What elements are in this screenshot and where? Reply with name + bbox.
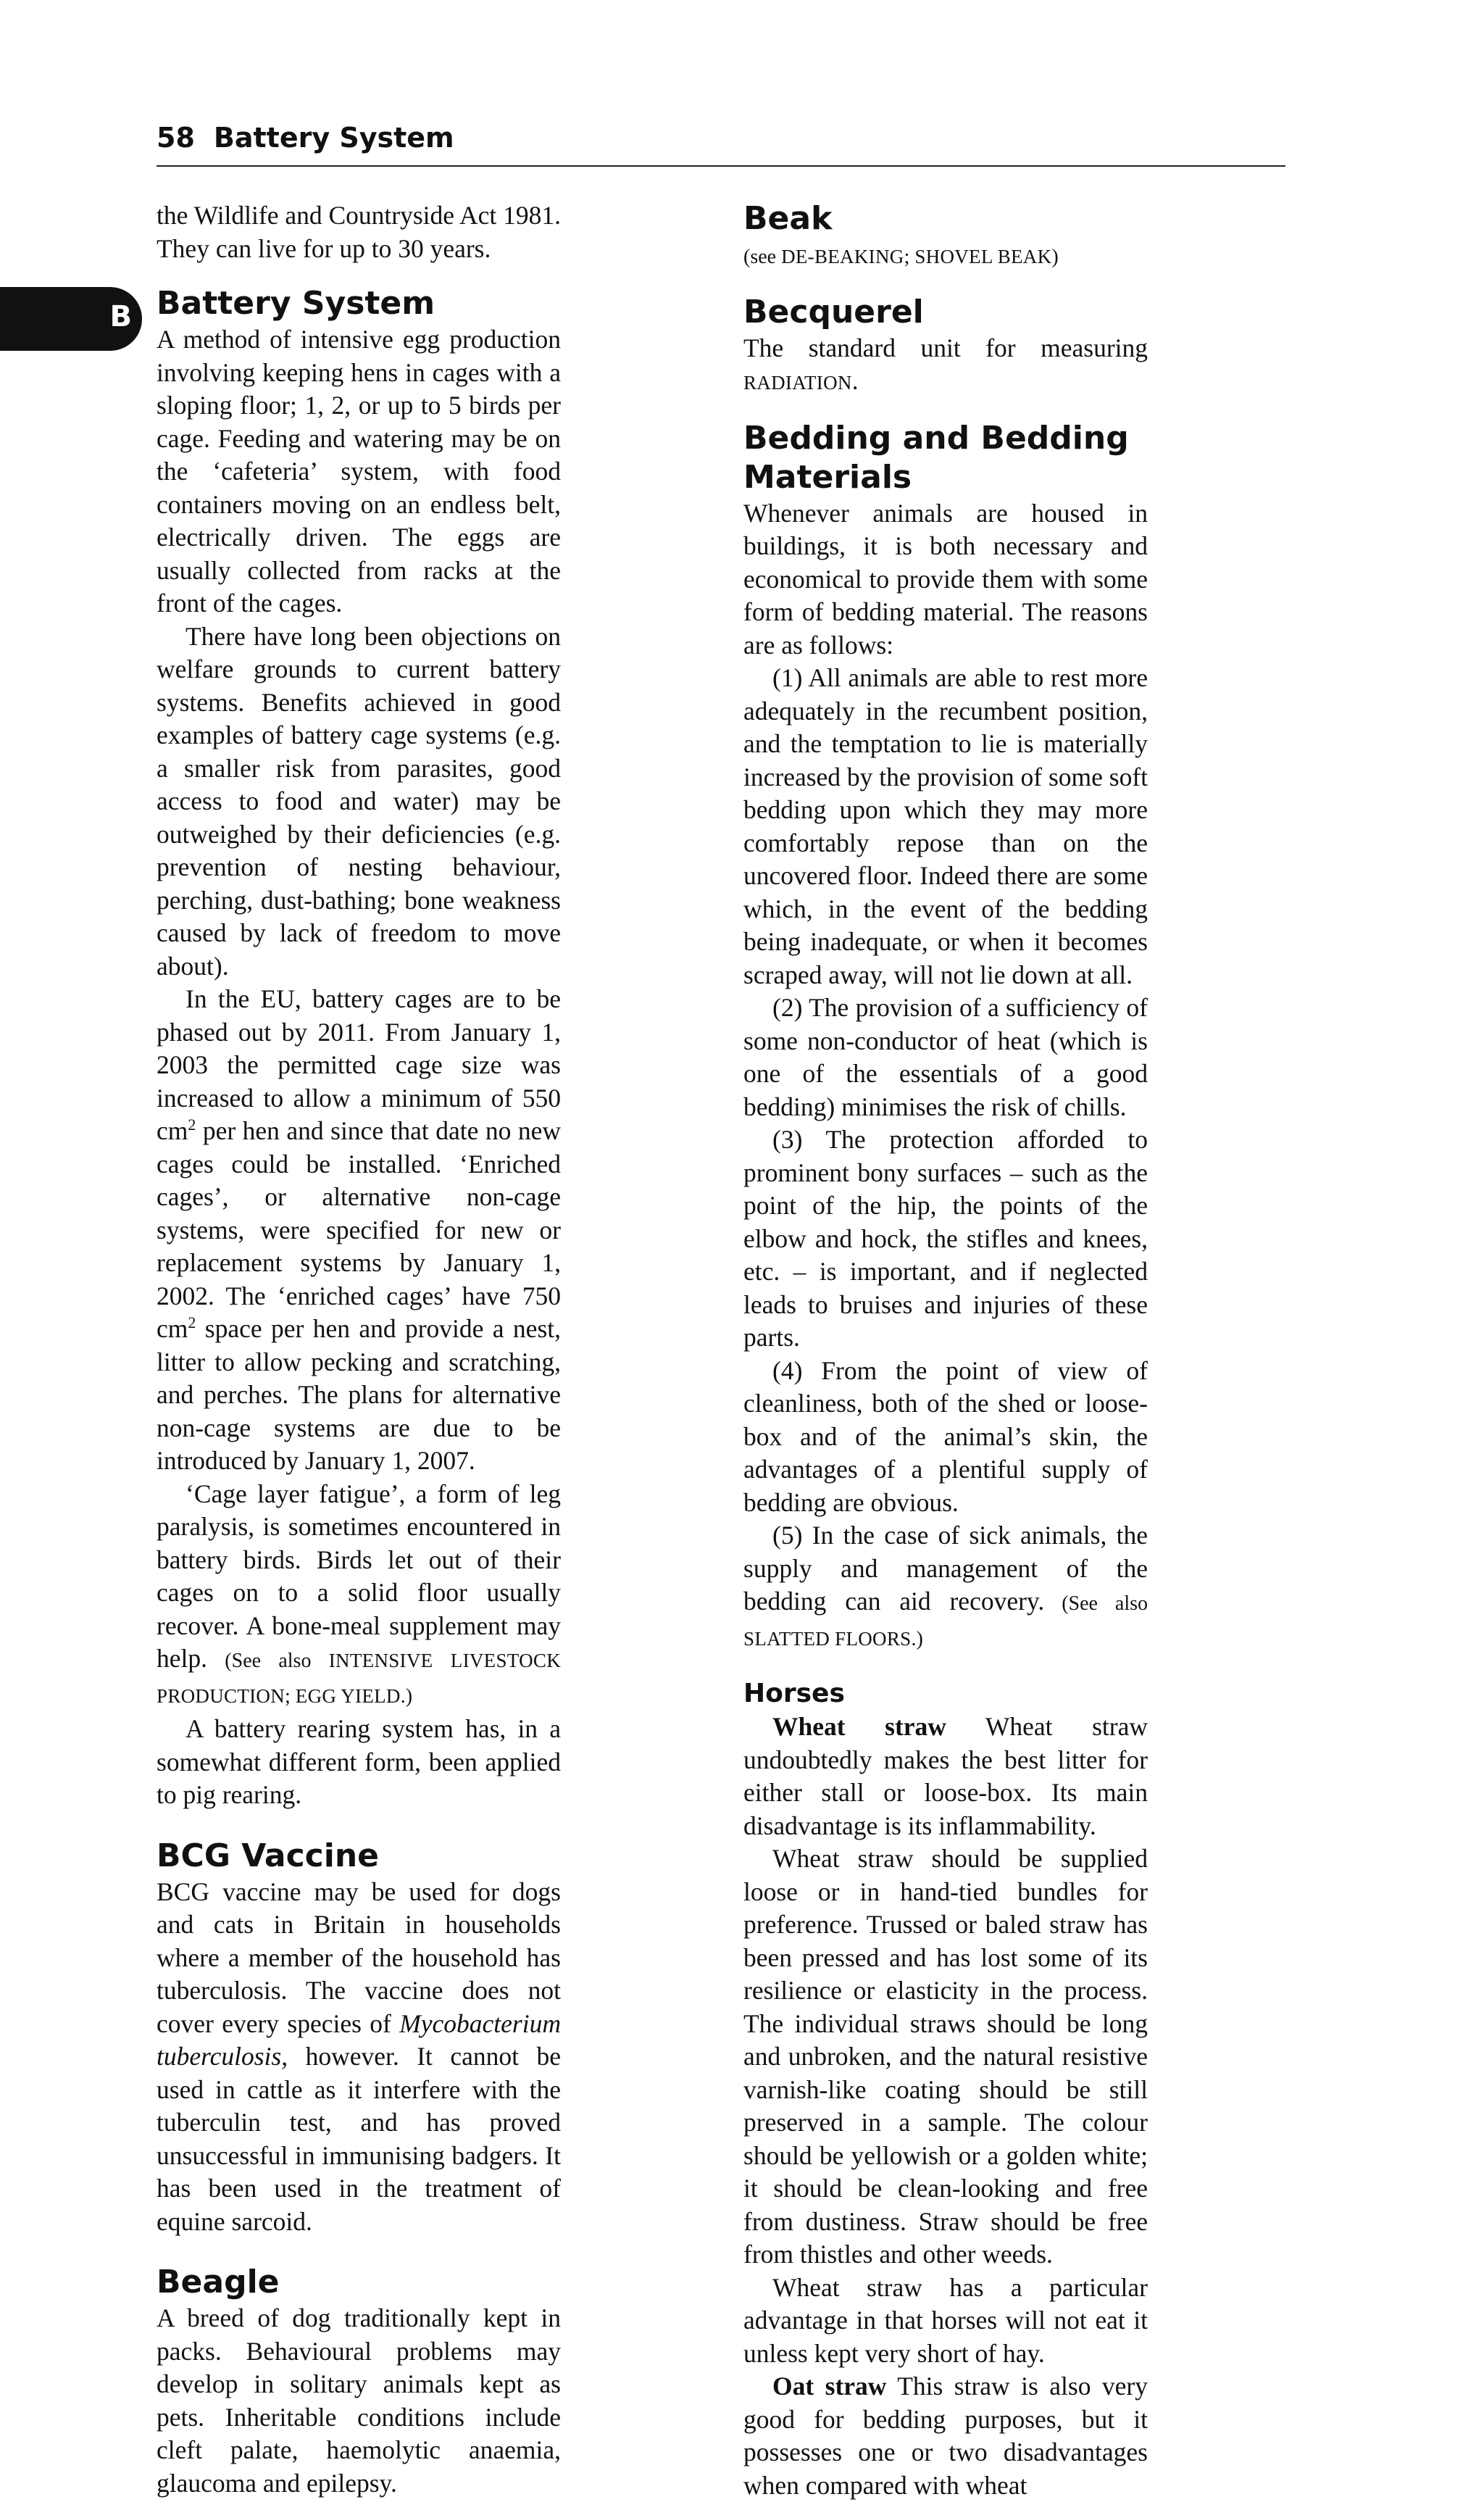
entry-heading-becquerel: Becquerel <box>743 293 924 331</box>
entry-heading-bcg-vaccine: BCG Vaccine <box>157 1837 380 1874</box>
text-run: space per hen and provide a nest, litter to allow pecking and scratching, and perches. The plans for alternative non-cage systems are due to be introduced by January 1, 2007. <box>157 1314 561 1475</box>
entry-heading-bedding: Bedding and Bedding Materials <box>743 419 1129 496</box>
thumb-index-tab <box>0 287 142 351</box>
text-run: In the EU, battery cages are to be phased out by 2011. From January 1, 2003 the permitted cage size was increased to allow a minimum of 550 cm <box>157 984 561 1145</box>
text-run: This straw is also very good for bedding purposes, but it possesses one or two disadvantages when compared with wheat <box>743 2372 1148 2500</box>
page-number: 58 <box>157 122 195 154</box>
bedding-reason: (2) The provision of a sufficiency of some non-conductor of heat (which is one of the essentials of a good bedding) minimises the risk of chills. <box>743 993 1148 1121</box>
separator: ; <box>904 246 915 268</box>
horses-paragraph: Wheat straw has a particular advantage in that horses will not eat it unless kept very short of hay. <box>743 2272 1148 2368</box>
text-run: however. It cannot be used in cattle as it interfere with the tuberculin test, and has proved unsuccessful in immunising badgers. It has been used in the treatment of equine sarcoid. <box>157 2042 561 2236</box>
bedding-reason <box>743 1519 1148 1655</box>
right-column <box>743 199 1148 2502</box>
entry-heading-battery-system: Battery System <box>157 285 435 322</box>
cross-reference[interactable]: DE-BEAKING <box>781 246 904 267</box>
superscript: 2 <box>188 1313 196 1332</box>
separator: ; <box>285 1684 296 1708</box>
text-run: ‘Cage layer fatigue’, a form of leg paralysis, is sometimes encountered in battery birds. Birds let out of their cages on to a solid floor usually recover. A bone-meal supplement may help. <box>157 1479 561 1673</box>
entry-heading-beak: Beak <box>743 200 833 237</box>
text-run: BCG vaccine may be used for dogs and cats in Britain in households where a member of the household has tuberculosis. The vaccine does not cover every species of <box>157 1876 561 2038</box>
running-head-title: Battery System <box>213 122 454 154</box>
text-run: (5) In the case of sick animals, the supply and management of the bedding can aid recovery. <box>743 1521 1148 1616</box>
horses-paragraph <box>743 2370 1148 2502</box>
text-run: Wheat straw undoubtedly makes the best litter for either stall or loose-box. Its main disadvantage is its inflammability. <box>743 1712 1148 1840</box>
superscript: 2 <box>188 1115 196 1134</box>
battery-paragraph: There have long been objections on welfare grounds to current battery systems. Benefits achieved in good examples of battery cage systems (e.g. a smaller risk from parasites, good access to food and water) may be outweighed by their deficiencies (e.g. prevention of nesting behaviour, perching, dust-bathing; bone weakness caused by lack of freedom to move about). <box>157 621 561 981</box>
cross-reference[interactable]: SHOVEL BEAK <box>914 246 1052 267</box>
battery-paragraph: A battery rearing system has, in a somewhat different form, been applied to pig rearing. <box>157 1714 561 1809</box>
run-in-heading: Wheat straw <box>772 1712 946 1741</box>
subheading-horses: Horses <box>743 1679 845 1708</box>
horses-paragraph: Wheat straw should be supplied loose or in hand-tied bundles for preference. Trussed or baled straw has been pressed and has lost some of its resilience or elasticity in the process. The individual straws should be long and unbroken, and the natural resistive varnish-like coating should be still preserved in a sample. The colour should be yellowish or a golden white; it should be clean-looking and free from dustiness. Straw should be free from thistles and other weeds. <box>743 1844 1148 2269</box>
battery-paragraph <box>157 983 561 1478</box>
thumb-index-letter: B <box>109 300 132 333</box>
bedding-reason: (4) From the point of view of cleanliness, both of the shed or loose-box and of the animal’s skin, the advantages of a plentiful supply of bedding are obvious. <box>743 1355 1148 1517</box>
see-close: ) <box>1051 246 1059 268</box>
left-column <box>157 199 561 2500</box>
beagle-paragraph: A breed of dog traditionally kept in packs. Behavioural problems may develop in solitary animals kept as pets. Inheritable conditions include cleft palate, haemolytic anaemia, glaucoma and epilepsy. <box>157 2303 561 2498</box>
text-run: . <box>851 366 859 395</box>
cross-reference[interactable]: EGG YIELD <box>295 1684 401 1707</box>
bcg-paragraph <box>157 1876 561 2239</box>
beak-see <box>743 238 1148 274</box>
bedding-intro: Whenever animals are housed in buildings, it is both necessary and economical to provide them with some form of bedding material. The reasons are as follows: <box>743 498 1148 660</box>
species-name: Mycobacterium tuberculosis, <box>157 2008 561 2071</box>
bedding-reason: (1) All animals are able to rest more adequately in the recumbent position, and the temptation to lie is materially increased by the provision of some soft bedding upon which they may more comfortably repose than on the uncovered floor. Indeed there are some which, in the event of the bedding being inadequate, or when it becomes scraped away, will not lie down at all. <box>743 663 1149 989</box>
text-run: per hen and since that date no new cages could be installed. ‘Enriched cages’, or alternative non-cage systems, were specified for new or replacement systems by January 1, 2002. The ‘enriched cages’ have 750 cm <box>157 1116 561 1343</box>
battery-paragraph: A method of intensive egg production involving keeping hens in cages with a sloping floor; 1, 2, or up to 5 birds per cage. Feeding and watering may be on the ‘cafeteria’ system, with food containers moving on an endless belt, electrically driven. The eggs are usually collected from racks at the front of the cages. <box>157 325 561 618</box>
cross-reference[interactable]: SLATTED FLOORS <box>743 1627 912 1650</box>
battery-paragraph <box>157 1478 561 1713</box>
horses-paragraph <box>743 1711 1148 1842</box>
becquerel-paragraph <box>743 332 1148 400</box>
cross-reference[interactable]: RADIATION <box>743 372 852 394</box>
see-also-close: .) <box>911 1627 923 1650</box>
cross-reference[interactable]: INTENSIVE LIVESTOCK PRODUCTION <box>157 1650 561 1707</box>
see-also-close: .) <box>400 1684 413 1708</box>
entry-heading-beagle: Beagle <box>157 2264 280 2301</box>
see-also: (See also <box>1044 1592 1148 1615</box>
see-also: (See also <box>207 1650 329 1672</box>
running-head <box>157 122 1285 167</box>
continued-text: the Wildlife and Countryside Act 1981. They can live for up to 30 years. <box>157 201 561 263</box>
bedding-reason: (3) The protection afforded to prominent bony surfaces – such as the point of the hip, the points of the elbow and hock, the stifles and knees, etc. – is important, and if neglected leads to bruises and injuries of these parts. <box>743 1125 1148 1352</box>
run-in-heading: Oat straw <box>772 2372 887 2401</box>
text-run: The standard unit for measuring <box>743 333 1148 362</box>
see-label: (see <box>743 246 782 268</box>
